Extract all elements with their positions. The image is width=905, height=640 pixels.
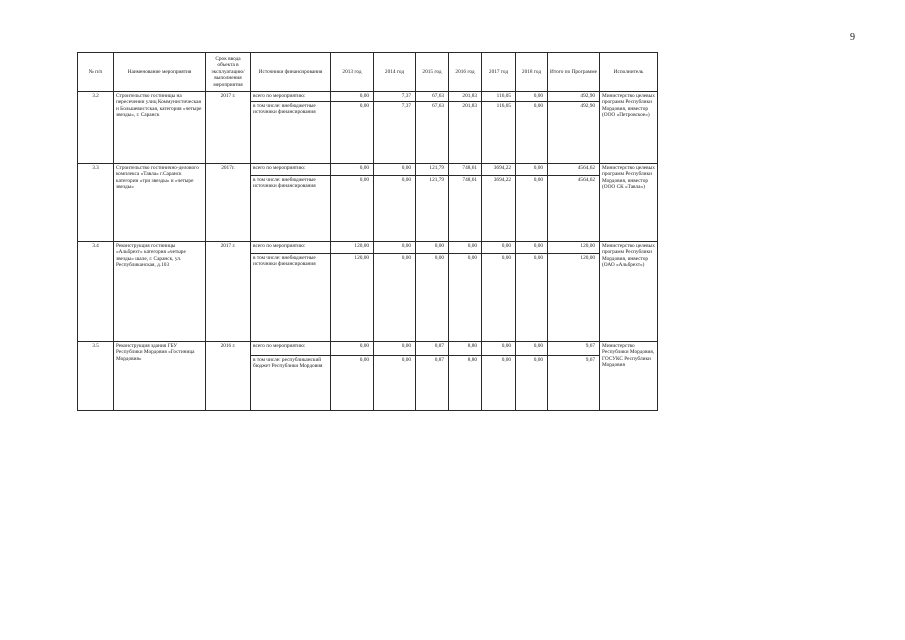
cell-2018: 0,00 [516, 356, 548, 411]
row-source-detail: в том числе: республиканский бюджет Республики Мордовия [251, 356, 331, 411]
cell-total: 492,90 [548, 92, 600, 102]
cell-2015: 121,79 [416, 176, 449, 242]
cell-total: 4564,62 [548, 164, 600, 176]
cell-2013: 0,00 [331, 164, 374, 176]
cell-2018: 0,00 [516, 164, 548, 176]
header-num: № п/п [78, 53, 114, 92]
table-row [78, 164, 658, 176]
cell-2018: 0,00 [516, 102, 548, 164]
cell-2013: 0,00 [331, 342, 374, 356]
header-2014: 2014 год [374, 53, 416, 92]
cell-2017: 116,05 [482, 102, 516, 164]
cell-2016: 748,61 [449, 164, 482, 176]
cell-2016: 201,83 [449, 92, 482, 102]
row-executor: Министерство целевых программ Республики Мордовия, инвестор (ООО «Петровское») [600, 92, 658, 164]
header-term: Срок ввода объекта в эксплуатацию/ выполнения мероприятия [206, 53, 251, 92]
cell-2013: 120,00 [331, 242, 374, 254]
row-num: 3.3 [78, 164, 114, 242]
cell-2014: 0,00 [374, 176, 416, 242]
cell-2014: 0,00 [374, 164, 416, 176]
row-name: Реконструкция здания ГБУ Республики Мордовия «Гостиница Мордовия» [114, 342, 206, 411]
cell-2015: 121,79 [416, 164, 449, 176]
cell-2013: 0,00 [331, 102, 374, 164]
cell-total: 492,90 [548, 102, 600, 164]
cell-2016: 748,61 [449, 176, 482, 242]
cell-2017: 0,00 [482, 356, 516, 411]
row-source-detail: в том числе: внебюджетные источники финансирования [251, 176, 331, 242]
row-source-total: всего по мероприятию: [251, 164, 331, 176]
cell-2013: 0,00 [331, 356, 374, 411]
row-term: 2017 г. [206, 242, 251, 342]
table-row [78, 92, 658, 102]
cell-2014: 7,37 [374, 92, 416, 102]
cell-total: 9,67 [548, 356, 600, 411]
cell-2017: 116,05 [482, 92, 516, 102]
row-term: 2016 г. [206, 342, 251, 411]
header-2013: 2013 год [331, 53, 374, 92]
header-name: Наименование мероприятия [114, 53, 206, 92]
cell-2018: 0,00 [516, 242, 548, 254]
header-total: Итого по Программе [548, 53, 600, 92]
header-2017: 2017 год [482, 53, 516, 92]
cell-2014: 0,00 [374, 242, 416, 254]
header-source: Источники финансирования [251, 53, 331, 92]
cell-2015: 0,00 [416, 242, 449, 254]
cell-2014: 7,37 [374, 102, 416, 164]
cell-2017: 0,00 [482, 242, 516, 254]
program-table [77, 52, 658, 411]
cell-2013: 0,00 [331, 92, 374, 102]
header-2015: 2015 год [416, 53, 449, 92]
cell-total: 120,00 [548, 254, 600, 342]
row-executor: Министерство целевых программ Республики Мордовия, инвестор (ООО СК «Тавла») [600, 164, 658, 242]
header-2016: 2016 год [449, 53, 482, 92]
cell-2018: 0,00 [516, 176, 548, 242]
cell-2014: 0,00 [374, 356, 416, 411]
cell-total: 120,00 [548, 242, 600, 254]
row-source-detail: в том числе: внебюджетные источники финансирования [251, 102, 331, 164]
row-executor: Министерство целевых программ Республики Мордовия, инвестор (ОАО «Альбрехт») [600, 242, 658, 342]
cell-2018: 0,00 [516, 342, 548, 356]
cell-2015: 67,63 [416, 92, 449, 102]
row-source-total: всего по мероприятию: [251, 242, 331, 254]
cell-2016: 201,83 [449, 102, 482, 164]
row-term: 2017 г. [206, 92, 251, 164]
cell-2016: 0,00 [449, 254, 482, 342]
cell-2016: 8,80 [449, 342, 482, 356]
cell-2014: 0,00 [374, 254, 416, 342]
row-num: 3.4 [78, 242, 114, 342]
row-num: 3.5 [78, 342, 114, 411]
cell-2015: 0,87 [416, 356, 449, 411]
cell-2016: 8,80 [449, 356, 482, 411]
row-source-total: всего по мероприятию: [251, 342, 331, 356]
table-header-row [78, 53, 658, 92]
header-2018: 2018 год [516, 53, 548, 92]
cell-2015: 0,00 [416, 254, 449, 342]
cell-2015: 67,63 [416, 102, 449, 164]
row-name: Реконструкция гостиницы «Альбрехт» категория «четыре звезды» шале, г. Саранск, ул. Республиканская, д.103 [114, 242, 206, 342]
table-row [78, 242, 658, 254]
row-name: Строительство гостиницы на пересечении улиц Коммунистическая и Большевистская, категория «четыре звезды», г. Саранск [114, 92, 206, 164]
cell-2015: 0,87 [416, 342, 449, 356]
row-term: 2017г. [206, 164, 251, 242]
header-executor: Исполнитель [600, 53, 658, 92]
cell-2018: 0,00 [516, 254, 548, 342]
cell-total: 4564,62 [548, 176, 600, 242]
cell-2016: 0,00 [449, 242, 482, 254]
cell-2018: 0,00 [516, 92, 548, 102]
cell-total: 9,67 [548, 342, 600, 356]
table-row [78, 342, 658, 356]
row-executor: Министерство Республики Мордовия, ГОСУКС Республики Мордовия [600, 342, 658, 411]
cell-2017: 0,00 [482, 342, 516, 356]
row-source-total: всего по мероприятию: [251, 92, 331, 102]
cell-2014: 0,00 [374, 342, 416, 356]
cell-2017: 3694,22 [482, 164, 516, 176]
cell-2013: 120,00 [331, 254, 374, 342]
row-source-detail: в том числе: внебюджетные источники финансирования [251, 254, 331, 342]
cell-2013: 0,00 [331, 176, 374, 242]
cell-2017: 3694,22 [482, 176, 516, 242]
row-num: 3.2 [78, 92, 114, 164]
cell-2017: 0,00 [482, 254, 516, 342]
row-name: Строительство гостинично-делового комплекса «Тавла» г.Саранск категории «три звезды» и «четыре звезды» [114, 164, 206, 242]
page-number: 9 [850, 32, 855, 43]
